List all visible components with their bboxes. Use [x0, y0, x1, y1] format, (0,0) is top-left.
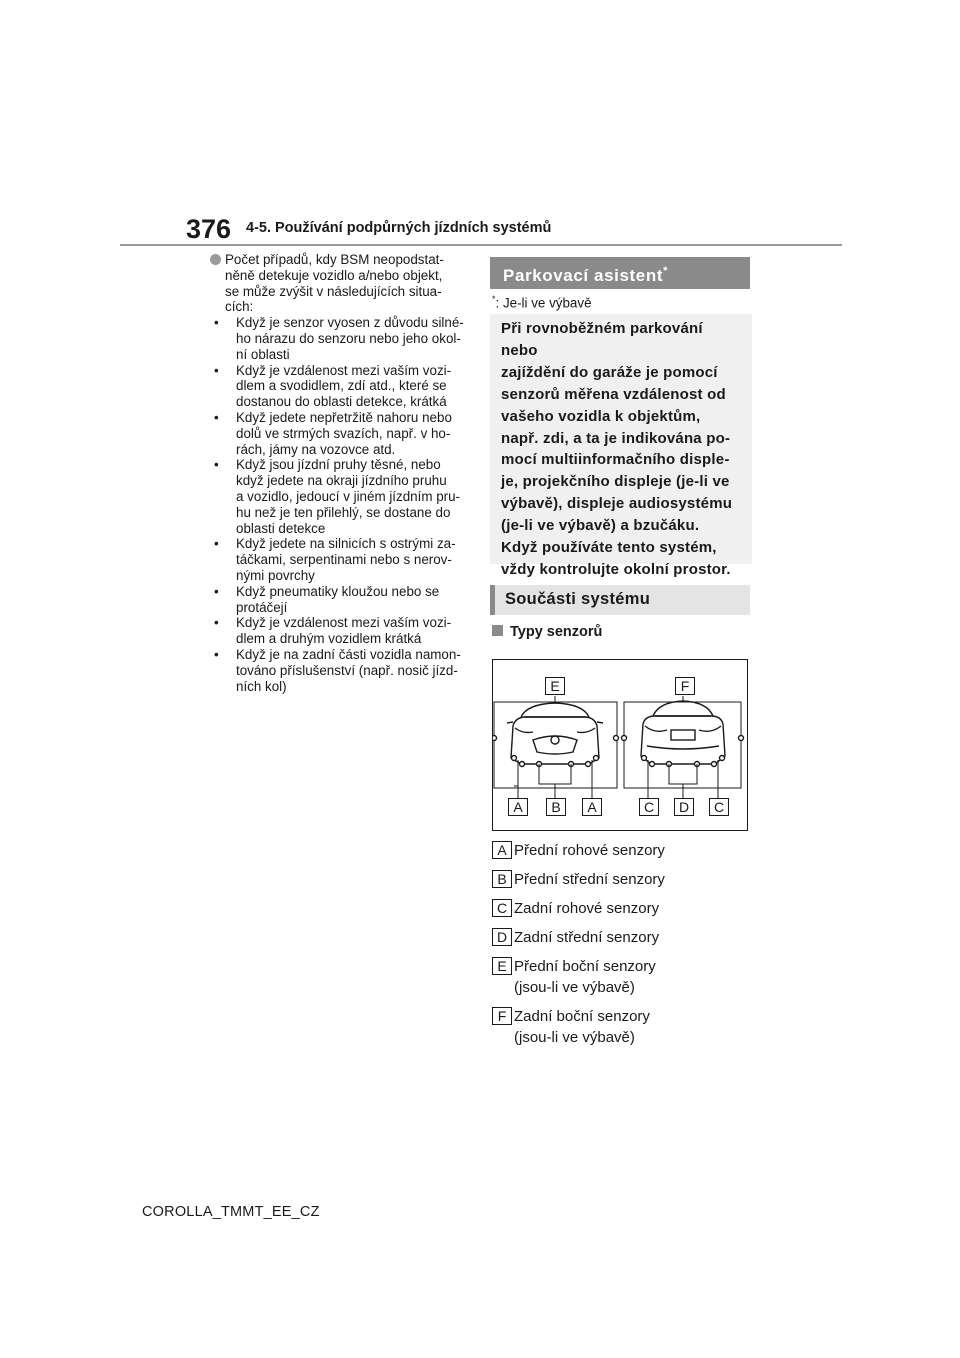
situation-line: protáčejí	[236, 599, 288, 615]
situation-line: dostanou do oblasti detekce, krátká	[236, 394, 447, 410]
situation-item	[210, 647, 474, 694]
legend-line: Zadní boční senzory	[514, 1008, 650, 1025]
situation-item	[210, 457, 474, 536]
situation-item	[210, 315, 474, 362]
situation-line: táčkami, serpentinami nebo s nerov-	[236, 552, 452, 568]
legend-text	[514, 898, 659, 919]
bsm-bullet	[210, 252, 474, 315]
situation-line: a vozidlo, jedoucí v jiném jízdním pru-	[236, 488, 461, 504]
bullet-line: cích:	[225, 299, 254, 315]
intro-line: senzorů měřena vzdálenost od	[501, 385, 726, 403]
intro-line: zajíždění do garáže je pomocí	[501, 363, 718, 381]
diagram-label-e: E	[545, 677, 565, 695]
footnote	[492, 294, 592, 310]
legend-line: Přední boční senzory	[514, 958, 656, 975]
diagram-label-b: B	[546, 798, 566, 816]
situation-line: Když jedete na silnicích s ostrými za-	[236, 536, 456, 552]
park-assist-title-bar	[490, 257, 750, 289]
legend-key: D	[492, 928, 512, 946]
legend-line: Zadní rohové senzory	[514, 900, 660, 917]
situation-line: Když je vzdálenost mezi vaším vozi-	[236, 615, 452, 631]
situation-line: Když je senzor vyosen z důvodu silné-	[236, 315, 464, 331]
legend-text	[514, 927, 659, 948]
diagram-label-a-left: A	[508, 798, 528, 816]
bsm-false-detection-section	[210, 252, 474, 694]
situation-item	[210, 536, 474, 583]
footer-document-code: COROLLA_TMMT_EE_CZ	[142, 1204, 320, 1220]
situation-line: když jedete na okraji jízdního pruhu	[236, 473, 447, 489]
footnote-text: : Je-li ve výbavě	[495, 295, 592, 311]
park-assist-intro-box	[490, 314, 752, 578]
situation-line: rách, jámy na vozovce atd.	[236, 441, 396, 457]
intro-line: Když používáte tento systém,	[501, 539, 717, 557]
bullet-icon: •	[214, 362, 219, 378]
intro-line: (je-li ve výbavě) a bzučáku.	[501, 517, 700, 535]
intro-line: vždy kontrolujte okolní prostor.	[501, 560, 731, 578]
legend-text	[514, 869, 665, 890]
bullet-icon: •	[214, 615, 219, 631]
bullet-circle-icon	[210, 254, 221, 265]
legend-text	[514, 956, 656, 998]
situation-line: nými povrchy	[236, 567, 315, 583]
intro-line: Při rovnoběžném parkování nebo	[501, 320, 703, 359]
situation-item	[210, 363, 474, 410]
bullet-icon: •	[214, 457, 219, 473]
situation-item	[210, 584, 474, 616]
sensor-diagram	[492, 659, 748, 831]
diagram-label-c-right: C	[709, 798, 729, 816]
bullet-line: něně detekuje vozidlo a/nebo objekt,	[225, 267, 443, 283]
header-divider	[120, 244, 842, 246]
legend-line: Přední rohové senzory	[514, 842, 665, 859]
diagram-label-f: F	[675, 677, 695, 695]
situation-line: Když pneumatiky kloužou nebo se	[236, 583, 440, 599]
legend-line: Zadní střední senzory	[514, 929, 660, 946]
intro-line: např. zdi, a ta je indikována po-	[501, 429, 731, 447]
intro-line: výbavě), displeje audiosystému	[501, 495, 733, 513]
page-number: 376	[186, 214, 232, 244]
situation-line: továno příslušenství (např. nosič jízd-	[236, 662, 458, 678]
situation-item	[210, 410, 474, 457]
section-title: 4-5. Používání podpůrných jízdních systémů	[246, 220, 552, 236]
intro-line: je, projekčního displeje (je-li ve	[501, 473, 730, 491]
legend-key: C	[492, 899, 512, 917]
legend-key: F	[492, 1007, 512, 1025]
situation-line: oblasti detekce	[236, 520, 326, 536]
square-bullet-icon	[492, 625, 503, 636]
sensor-types-heading-text: Typy senzorů	[510, 624, 603, 640]
situation-item	[210, 615, 474, 647]
bullet-icon: •	[214, 646, 219, 662]
legend-key: A	[492, 841, 512, 859]
bullet-icon: •	[214, 583, 219, 599]
footnote-marker: *	[663, 265, 668, 277]
situation-line: hu než je ten přilehlý, se dostane do	[236, 504, 451, 520]
intro-line: vašeho vozidla k objektům,	[501, 407, 701, 425]
situation-line: Když je na zadní části vozidla namon-	[236, 646, 461, 662]
park-assist-title: Parkovací asistent	[503, 266, 664, 285]
legend-line: (jsou-li ve výbavě)	[514, 979, 635, 996]
legend-line: Přední střední senzory	[514, 871, 665, 888]
legend-text	[514, 840, 665, 861]
legend-key: B	[492, 870, 512, 888]
intro-line: mocí multiinformačního disple-	[501, 451, 730, 469]
bullet-icon: •	[214, 536, 219, 552]
diagram-label-d: D	[674, 798, 694, 816]
situation-line: Když jsou jízdní pruhy těsné, nebo	[236, 457, 441, 473]
bullet-icon: •	[214, 409, 219, 425]
sensor-types-heading	[492, 624, 602, 640]
diagram-label-a-right: A	[582, 798, 602, 816]
situation-line: dolů ve strmých svazích, např. v ho-	[236, 425, 451, 441]
car-front-icon	[507, 703, 603, 764]
situation-line: dlem a svodidlem, zdí atd., které se	[236, 378, 447, 394]
situation-line: ho nárazu do senzoru nebo jeho okol-	[236, 330, 461, 346]
car-rear-icon	[641, 701, 725, 764]
legend-key: E	[492, 957, 512, 975]
bullet-line: Počet případů, kdy BSM neopodstat-	[225, 252, 444, 267]
situation-line: Když je vzdálenost mezi vaším vozi-	[236, 362, 452, 378]
situation-line: ních kol)	[236, 678, 287, 694]
bsm-situations-list	[210, 315, 474, 694]
situation-line: dlem a druhým vozidlem krátká	[236, 631, 422, 647]
legend-text	[514, 1006, 650, 1048]
bullet-icon: •	[214, 315, 219, 331]
bullet-line: se může zvýšit v následujících situa-	[225, 283, 442, 299]
legend-line: (jsou-li ve výbavě)	[514, 1029, 635, 1046]
diagram-label-c-left: C	[639, 798, 659, 816]
situation-line: Když jedete nepřetržitě nahoru nebo	[236, 409, 452, 425]
footnote-asterisk: *	[492, 294, 496, 304]
components-title-bar: Součásti systému	[490, 585, 750, 615]
situation-line: ní oblasti	[236, 346, 290, 362]
